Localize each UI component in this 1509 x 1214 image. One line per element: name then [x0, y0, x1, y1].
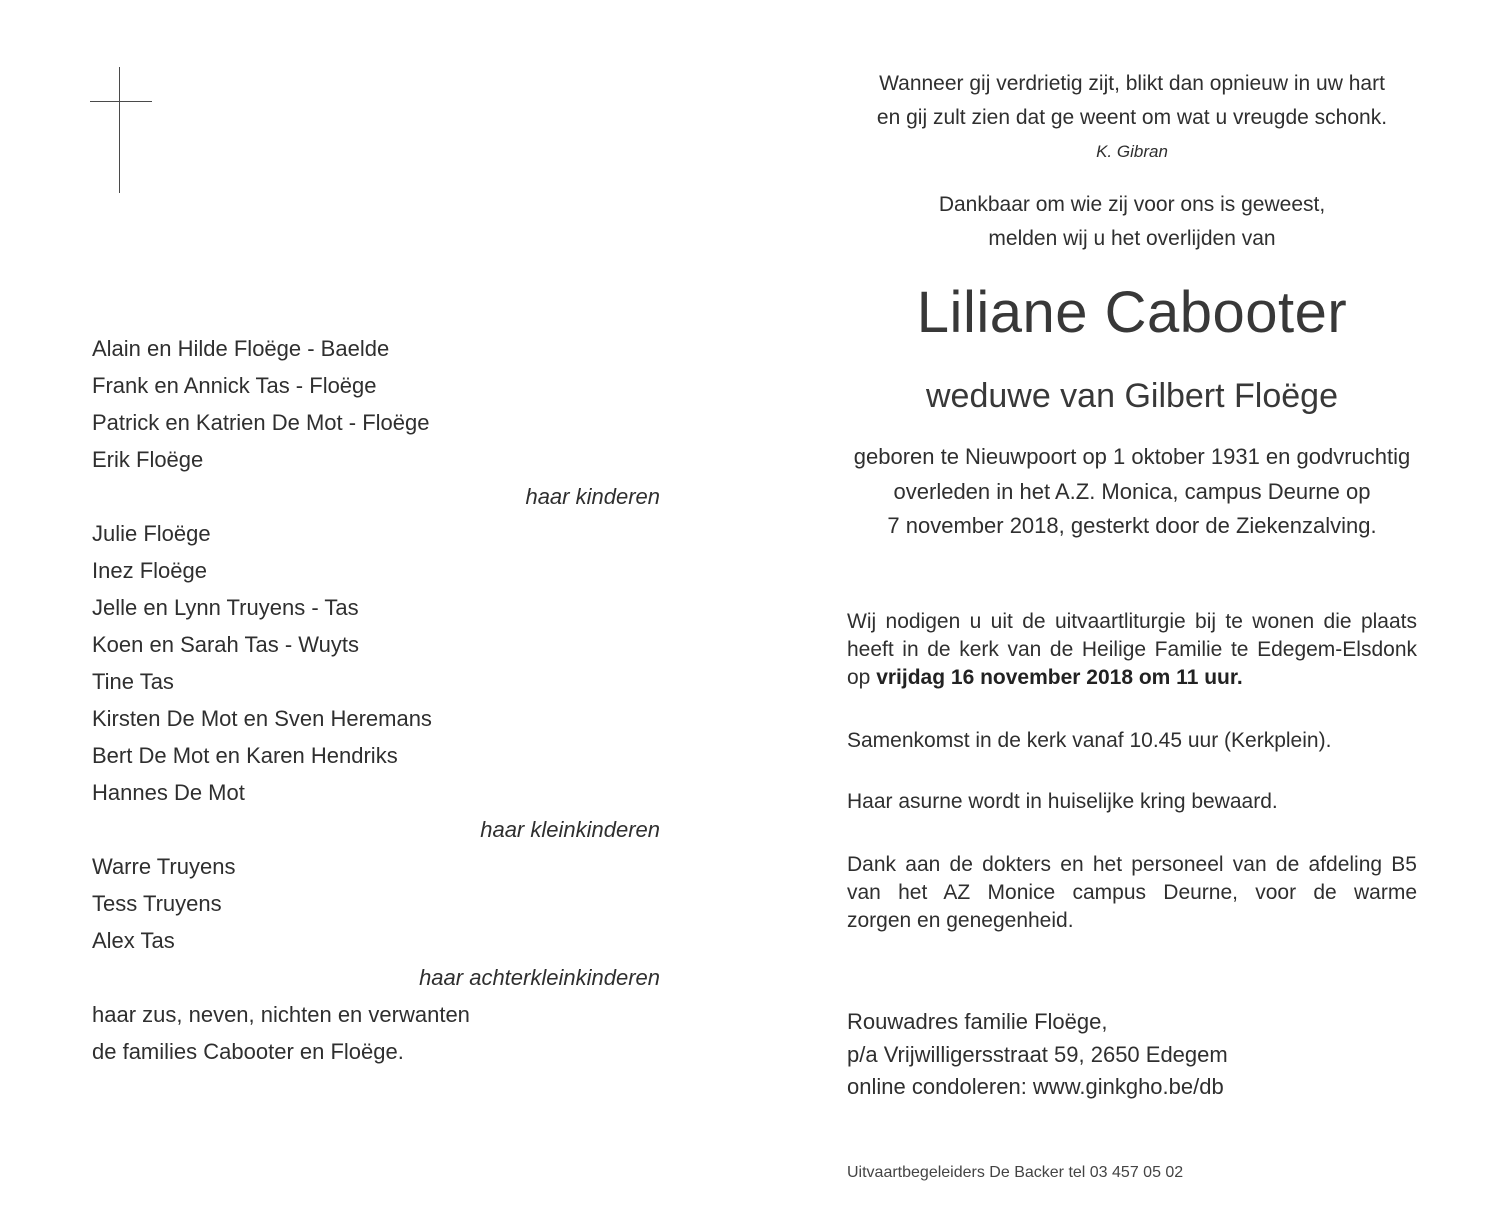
quote-line: en gij zult zien dat ge weent om wat u vreugde schonk.	[876, 106, 1388, 129]
funeral-invitation	[847, 608, 1417, 692]
great-grandchild-name: Tess Truyens	[92, 891, 222, 916]
great-grandchildren-label: haar achterkleinkinderen	[419, 965, 660, 990]
invitation-line: Wij nodigen u uit de uitvaartliturgie bij te wonen die plaats	[847, 610, 1417, 633]
announcement-line: melden wij u het overlijden van	[988, 227, 1276, 250]
quote-line: Wanneer gij verdrietig zijt, blikt dan opnieuw in uw hart	[879, 72, 1385, 95]
grandchild-name: Kirsten De Mot en Sven Heremans	[92, 706, 432, 731]
invitation-line: heeft in de kerk van de Heilige Familie te Edegem-Elsdonk	[847, 638, 1417, 661]
great-grandchild-name: Warre Truyens	[92, 854, 236, 879]
grandchild-name: Inez Floëge	[92, 558, 207, 583]
birth-death-details	[847, 440, 1417, 544]
thanks-line: Dank aan de dokters en het personeel van de afdeling B5	[847, 853, 1417, 876]
undertaker-info: Uitvaartbegeleiders De Backer tel 03 457 05 02	[847, 1164, 1184, 1181]
details-line: 7 november 2018, gesterkt door de Ziekenzalving.	[887, 513, 1377, 538]
cross-vertical-bar	[119, 67, 120, 193]
relatives-list	[92, 330, 660, 1070]
gathering-line: Samenkomst in de kerk vanaf 10.45 uur (Kerkplein).	[847, 729, 1332, 752]
thanks-message	[847, 851, 1417, 935]
child-name: Frank en Annick Tas - Floëge	[92, 373, 377, 398]
quote-author: K. Gibran	[1096, 142, 1168, 161]
thanks-line: zorgen en genegenheid.	[847, 909, 1074, 932]
grandchild-name: Julie Floëge	[92, 521, 211, 546]
child-name: Alain en Hilde Floëge - Baelde	[92, 336, 390, 361]
urn-info	[847, 788, 1417, 816]
contact-line: p/a Vrijwilligersstraat 59, 2650 Edegem	[847, 1041, 1228, 1067]
other-relatives: de families Cabooter en Floëge.	[92, 1039, 404, 1064]
grandchild-name: Koen en Sarah Tas - Wuyts	[92, 632, 359, 657]
urn-line: Haar asurne wordt in huiselijke kring bewaard.	[847, 790, 1278, 813]
cross-horizontal-bar	[90, 101, 152, 102]
great-grandchild-name: Alex Tas	[92, 928, 175, 953]
invitation-date-line	[847, 664, 1417, 692]
contact-address	[847, 1006, 1417, 1104]
other-relatives: haar zus, neven, nichten en verwanten	[92, 1002, 470, 1027]
child-name: Patrick en Katrien De Mot - Floëge	[92, 410, 430, 435]
children-label: haar kinderen	[525, 484, 660, 509]
grandchildren-label: haar kleinkinderen	[480, 817, 660, 842]
quote-block	[847, 67, 1417, 169]
contact-line: Rouwadres familie Floëge,	[847, 1009, 1108, 1034]
details-line: geboren te Nieuwpoort op 1 oktober 1931 en godvruchtig	[853, 444, 1411, 469]
funeral-date-time: vrijdag 16 november 2018 om 11 uur.	[876, 666, 1243, 689]
grandchild-name: Tine Tas	[92, 669, 174, 694]
invitation-prefix: op	[847, 666, 871, 689]
gathering-info	[847, 727, 1417, 755]
grandchild-name: Jelle en Lynn Truyens - Tas	[92, 595, 359, 620]
details-line: overleden in het A.Z. Monica, campus Deurne op	[893, 478, 1371, 504]
deceased-name: Liliane Cabooter	[916, 280, 1348, 345]
announcement-line: Dankbaar om wie zij voor ons is geweest,	[938, 193, 1326, 216]
announcement-block	[847, 188, 1417, 256]
thanks-line: van het AZ Monice campus Deurne, voor de warme	[847, 881, 1417, 904]
contact-line: online condoleren: www.ginkgho.be/db	[847, 1074, 1224, 1099]
grandchild-name: Bert De Mot en Karen Hendriks	[92, 743, 398, 768]
widow-of: weduwe van Gilbert Floëge	[925, 377, 1338, 415]
child-name: Erik Floëge	[92, 447, 204, 472]
grandchild-name: Hannes De Mot	[92, 780, 245, 805]
